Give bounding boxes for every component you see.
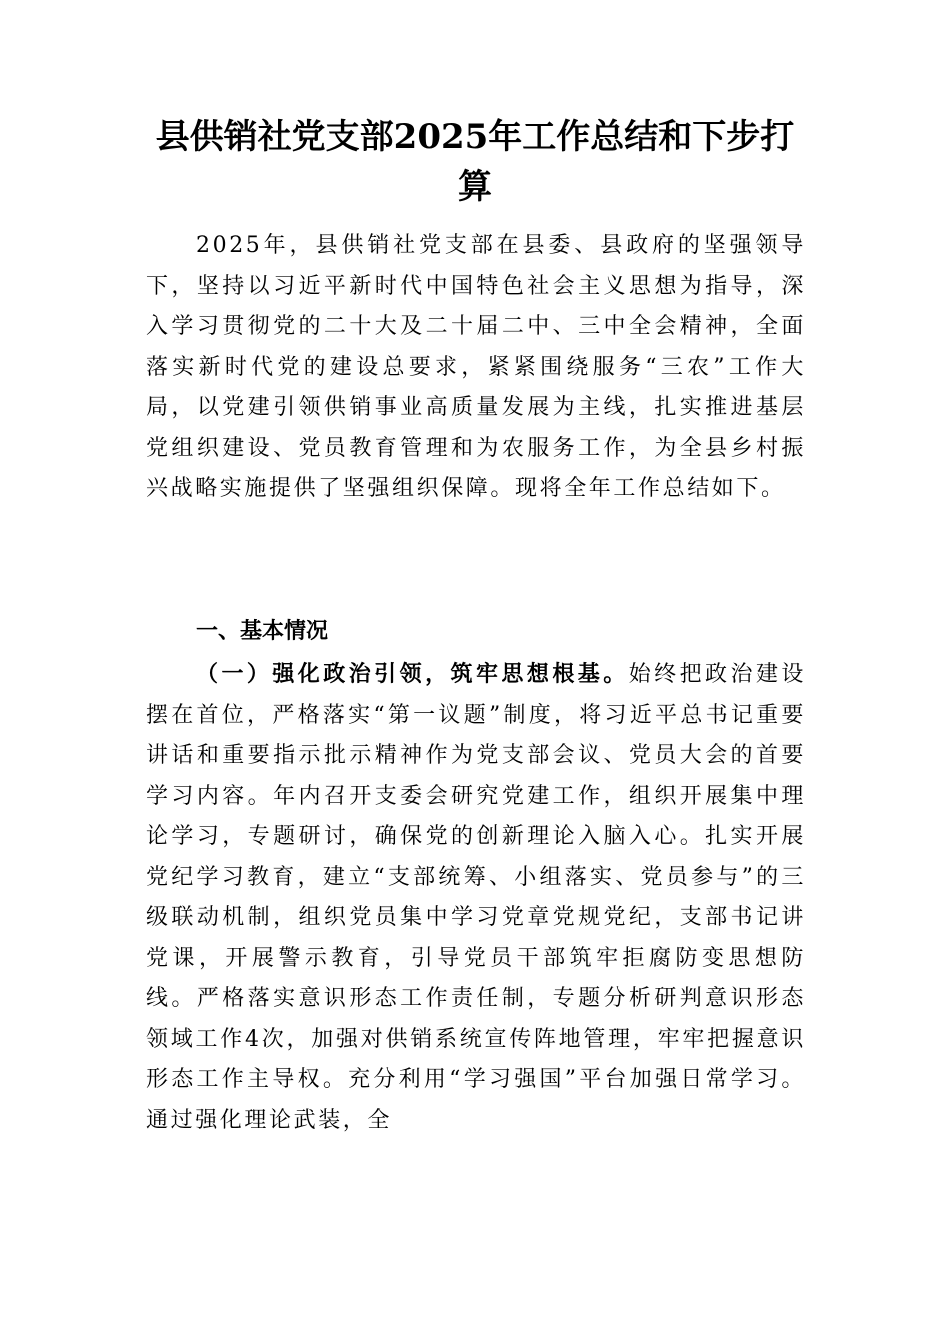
- subsection-paragraph: [146, 654, 806, 1141]
- section-heading: 一、基本情况: [196, 619, 329, 644]
- document-title: 县供销社党支部2025年工作总结和下步打算: [155, 117, 795, 207]
- intro-paragraph: 2025年，县供销社党支部在县委、县政府的坚强领导下，坚持以习近平新时代中国特色社会主义思想为指导，深入学习贯彻党的二十大及二十届二中、三中全会精神，全面落实新时代党的建设总要求，紧紧围绕服务“三农”工作大局，以党建引领供销事业高质量发展为主线，扎实推进基层党组织建设、党员教育管理和为农服务工作，为全县乡村振兴战略实施提供了坚强组织保障。现将全年工作总结如下。: [146, 233, 806, 501]
- subsection-heading: （一）强化政治引领，筑牢思想根基。: [196, 661, 629, 687]
- subsection-body: 始终把政治建设摆在首位，严格落实“第一议题”制度，将习近平总书记重要讲话和重要指示批示精神作为党支部会议、党员大会的首要学习内容。年内召开支委会研究党建工作，组织开展集中理论学习，专题研讨，确保党的创新理论入脑入心。扎实开展党纪学习教育，建立“支部统筹、小组落实、党员参与”的三级联动机制，组织党员集中学习党章党规党纪，支部书记讲党课，开展警示教育，引导党员干部筑牢拒腐防变思想防线。严格落实意识形态工作责任制，专题分析研判意识形态领域工作4次，加强对供销系统宣传阵地管理，牢牢把握意识形态工作主导权。充分利用“学习强国”平台加强日常学习。通过强化理论武装，全: [146, 662, 806, 1133]
